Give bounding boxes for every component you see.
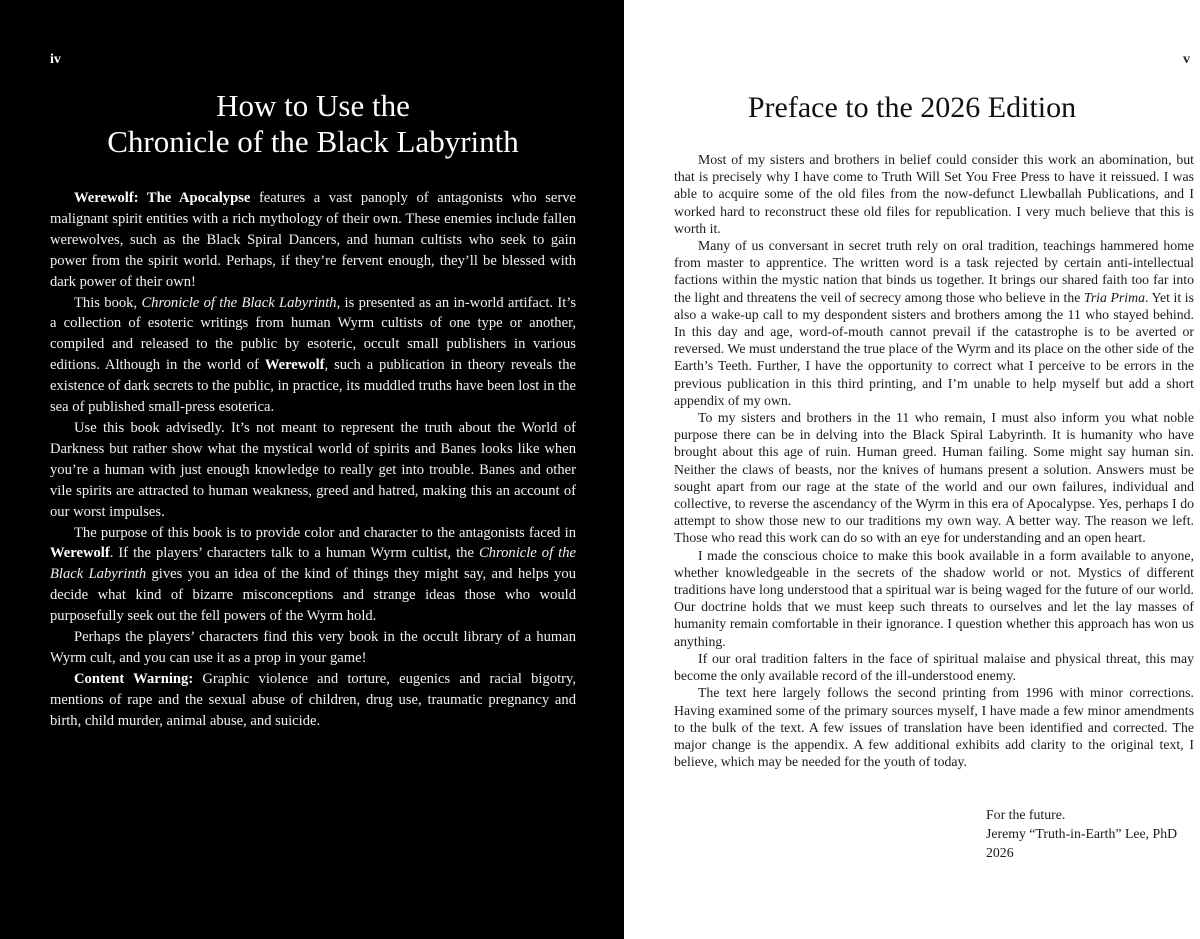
paragraph-text: This book, [74, 294, 142, 311]
right-paragraph-1: Most of my sisters and brothers in belief could consider this work an abomination, but that is precisely why I have come to Truth Will Set You Free Press to have it reissued. I was able to acquire some of the old files from the now-defunct Llewballah Publications, and I worked hard to reconstruct these old files for republication. I very much believe that this is worth it. [674, 152, 1194, 236]
bold-term: Werewolf: The Apocalypse [74, 190, 251, 206]
bold-term: Content Warning: [74, 670, 194, 687]
page-number-left: iv [50, 52, 61, 67]
right-page-title: Preface to the 2026 Edition [747, 91, 1077, 124]
signature-block [986, 805, 1177, 862]
right-page [624, 0, 1200, 939]
right-paragraph-6: The text here largely follows the second printing from 1996 with minor corrections. Having examined some of the primary sources myself, I have made a few minor amendments to the bulk of the text. A few issues of translation have been identified and corrected. The major change is the appendix. A few additional exhibits add clarity to the original text, I believe, which may be needed for the youth of today. [674, 685, 1194, 770]
right-paragraph-3: To my sisters and brothers in the 11 who remain, I must also inform you what noble purpose there can be in delving into the Black Spiral Labyrinth. It is humanity who have brought about this age of ruin. Human greed. Human failing. Some might say human sin. Neither the claws of beasts, nor the knives of humans present a solution. Answers must be sought apart from our rage at the state of the world and our own failures, individual and collective, to reverse the ascendancy of the Wyrm in this era of Apocalypse. Yes, perhaps I do attempt to show those new to our traditions my own way. A better way. The reason we left. Those who read this work can do so with an eye for understanding and an open heart. [674, 410, 1194, 546]
right-paragraph-5: If our oral tradition falters in the face of spiritual malaise and physical threat, this may become the only available record of the ill-understood enemy. [674, 650, 1194, 684]
italic-title: Chronicle of the Black Labyrinth [141, 294, 337, 311]
signature-author: Jeremy “Truth-in-Earth” Lee, PhD [986, 826, 1178, 841]
paragraph-text: , is presented as an in-world artifact. It’s a collection of esoteric writings from human Wyrm cultists of one type or another, compiled and released to the public by esoteric, occult small publishers in various editions. Although in the world of [50, 294, 576, 374]
left-paragraph-6 [50, 669, 576, 732]
bold-term: Werewolf [264, 357, 325, 374]
left-title-line-2: Chronicle of the Black Labyrinth [107, 124, 519, 159]
signature-year: 2026 [986, 845, 1014, 860]
left-paragraph-4 [50, 523, 576, 628]
italic-term: Tria Prima [1083, 289, 1145, 305]
paragraph-text: The purpose of this book is to provide color and character to the antagonists faced in [74, 524, 576, 541]
right-page-body [674, 151, 1194, 770]
paragraph-text: Many of us conversant in secret truth rely on oral tradition, teachings hammered home from master to apprentice. The written word is a task rejected by certain anti-intellectual factions within the mystic nation that binds us together. It brings our shared faith too far into the light and threatens the veil of secrecy among those who believe in the [674, 238, 1194, 305]
left-title-line-1: How to Use the [216, 88, 410, 123]
paragraph-text: features a vast panoply of antagonists who serve malignant spirit entities with a rich mythology of their own. These enemies include fallen werewolves, such as the Black Spiral Dancers, and human cultists who seek to gain power from the spirit world. Perhaps, if they’re fervent enough, they’ll be blessed with dark power of their own! [50, 190, 576, 290]
left-paragraph-2 [50, 293, 576, 418]
page-number-right: v [1183, 52, 1190, 67]
paragraph-text: , such a publication in theory reveals the existence of dark secrets to the public, in practice, its muddled truths have been lost in the sea of published small-press esoterica. [50, 357, 576, 416]
right-paragraph-4: I made the conscious choice to make this book available in a form available to anyone, whether knowledgeable in the secrets of the shadow world or not. Mystics of different traditions have long understood that a spiritual war is being waged for the future of our world. Our doctrine holds that we must keep such threats to ourselves and let the lay masses of humanity remain comfortable in their ignorance. I question whether this approach has won us anything. [674, 547, 1194, 649]
italic-title: Chronicle of the Black Labyrinth [50, 545, 576, 583]
left-paragraph-5: Perhaps the players’ characters find this very book in the occult library of a human Wyrm cult, and you can use it as a prop in your game! [50, 629, 576, 666]
left-page-title [50, 88, 576, 160]
paragraph-text: gives you an idea of the kind of things they might say, and helps you decide what kind of bizarre misconceptions and strange ideas those who would purposefully seek out the fell powers of the Wyrm hold. [50, 566, 576, 625]
signature-line-1: For the future. [986, 807, 1066, 822]
right-paragraph-2 [674, 237, 1194, 409]
left-page-body [50, 188, 576, 732]
paragraph-text: . Yet it is also a wake-up call to my despondent sisters and brothers among the 11 who stayed behind. In this day and age, word-of-mouth cannot prevail if the catastrophe is to be averted or reversed. We must understand the true place of the Wyrm and its place on the other side of the Earth’s Teeth. Further, I have the opportunity to correct what I perceive to be errors in the previous publication in this third printing, and I’m unable to help myself but add a short appendix of my own. [674, 289, 1194, 408]
left-paragraph-1 [50, 188, 576, 293]
left-paragraph-3: Use this book advisedly. It’s not meant to represent the truth about the World of Darkness but rather show what the mystical world of spirits and Banes looks like when you’re a human with just enough knowledge to really get into trouble. Banes and other vile spirits are attracted to human weakness, greed and hatred, making this an account of our worst impulses. [50, 419, 576, 520]
paragraph-text: . If the players’ characters talk to a human Wyrm cultist, the [109, 545, 479, 562]
bold-term: Werewolf [50, 545, 110, 562]
paragraph-text: Graphic violence and torture, eugenics and racial bigotry, mentions of rape and the sexual abuse of children, drug use, traumatic pregnancy and birth, child murder, animal abuse, and suicide. [50, 670, 576, 729]
